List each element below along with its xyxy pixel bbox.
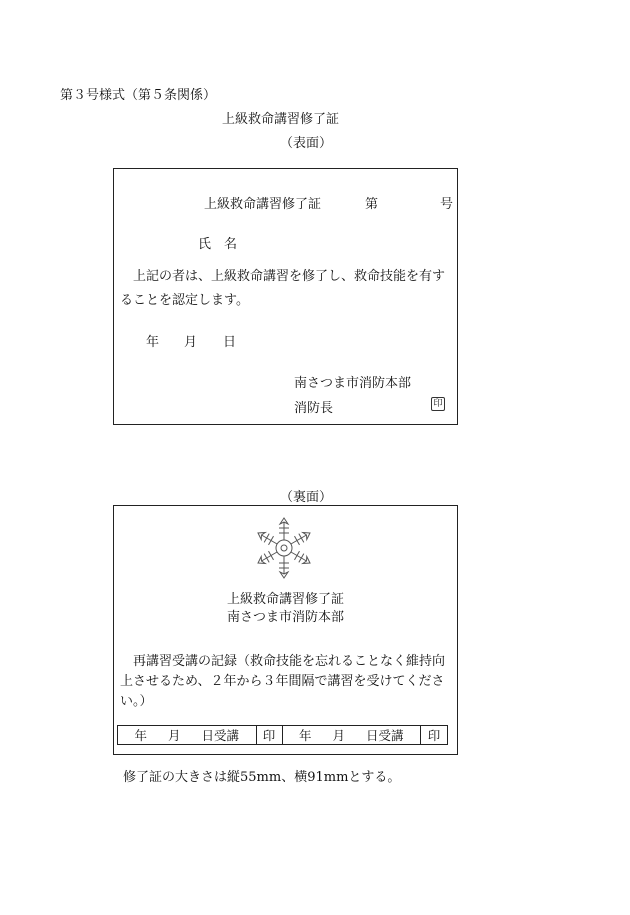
size-note: 修了証の大きさは縦55mm、横91mmとする。 [123,770,401,785]
record-note: 再講習受講の記録（救命技能を忘れることなく維持向上させるため、２年から３年間隔で講習を受けてください。） [120,654,446,709]
record-year-label: 年 [134,728,147,743]
record-date-cell [283,726,422,744]
issuer-name: 南さつま市消防本部 [294,376,412,391]
document-title: 上級救命講習修了証 [222,112,340,127]
chief-title: 消防長 [294,401,334,416]
number-prefix: 第 [365,197,379,212]
front-label: （表面） [280,136,333,151]
record-month-label: 月 [167,728,181,743]
re-course-record-table [117,725,448,745]
certificate-front [113,168,458,425]
fire-department-emblem-icon [256,514,312,582]
date-month-label: 月 [184,335,198,350]
certificate-back [113,505,458,755]
seal-mark: 印 [431,397,445,411]
record-date-cell [118,726,257,744]
record-year-label: 年 [298,728,312,743]
front-title: 上級救命講習修了証 [204,197,322,212]
date-year-label: 年 [146,335,160,350]
record-month-label: 月 [332,728,345,743]
number-suffix: 号 [440,197,454,212]
back-issuer: 南さつま市消防本部 [226,610,344,625]
certification-statement: 上記の者は、上級救命講習を修了し、救命技能を有することを認定します。 [120,269,446,308]
back-title: 上級救命講習修了証 [226,592,344,607]
back-label: （裏面） [280,490,333,505]
record-day-label: 日受講 [201,728,239,743]
record-stamp-cell: 印 [427,728,441,743]
name-label: 氏 名 [198,237,238,252]
date-day-label: 日 [223,335,237,350]
record-day-label: 日受講 [365,728,404,743]
form-number: 第３号様式（第５条関係） [60,88,217,103]
record-stamp-cell: 印 [257,726,283,744]
